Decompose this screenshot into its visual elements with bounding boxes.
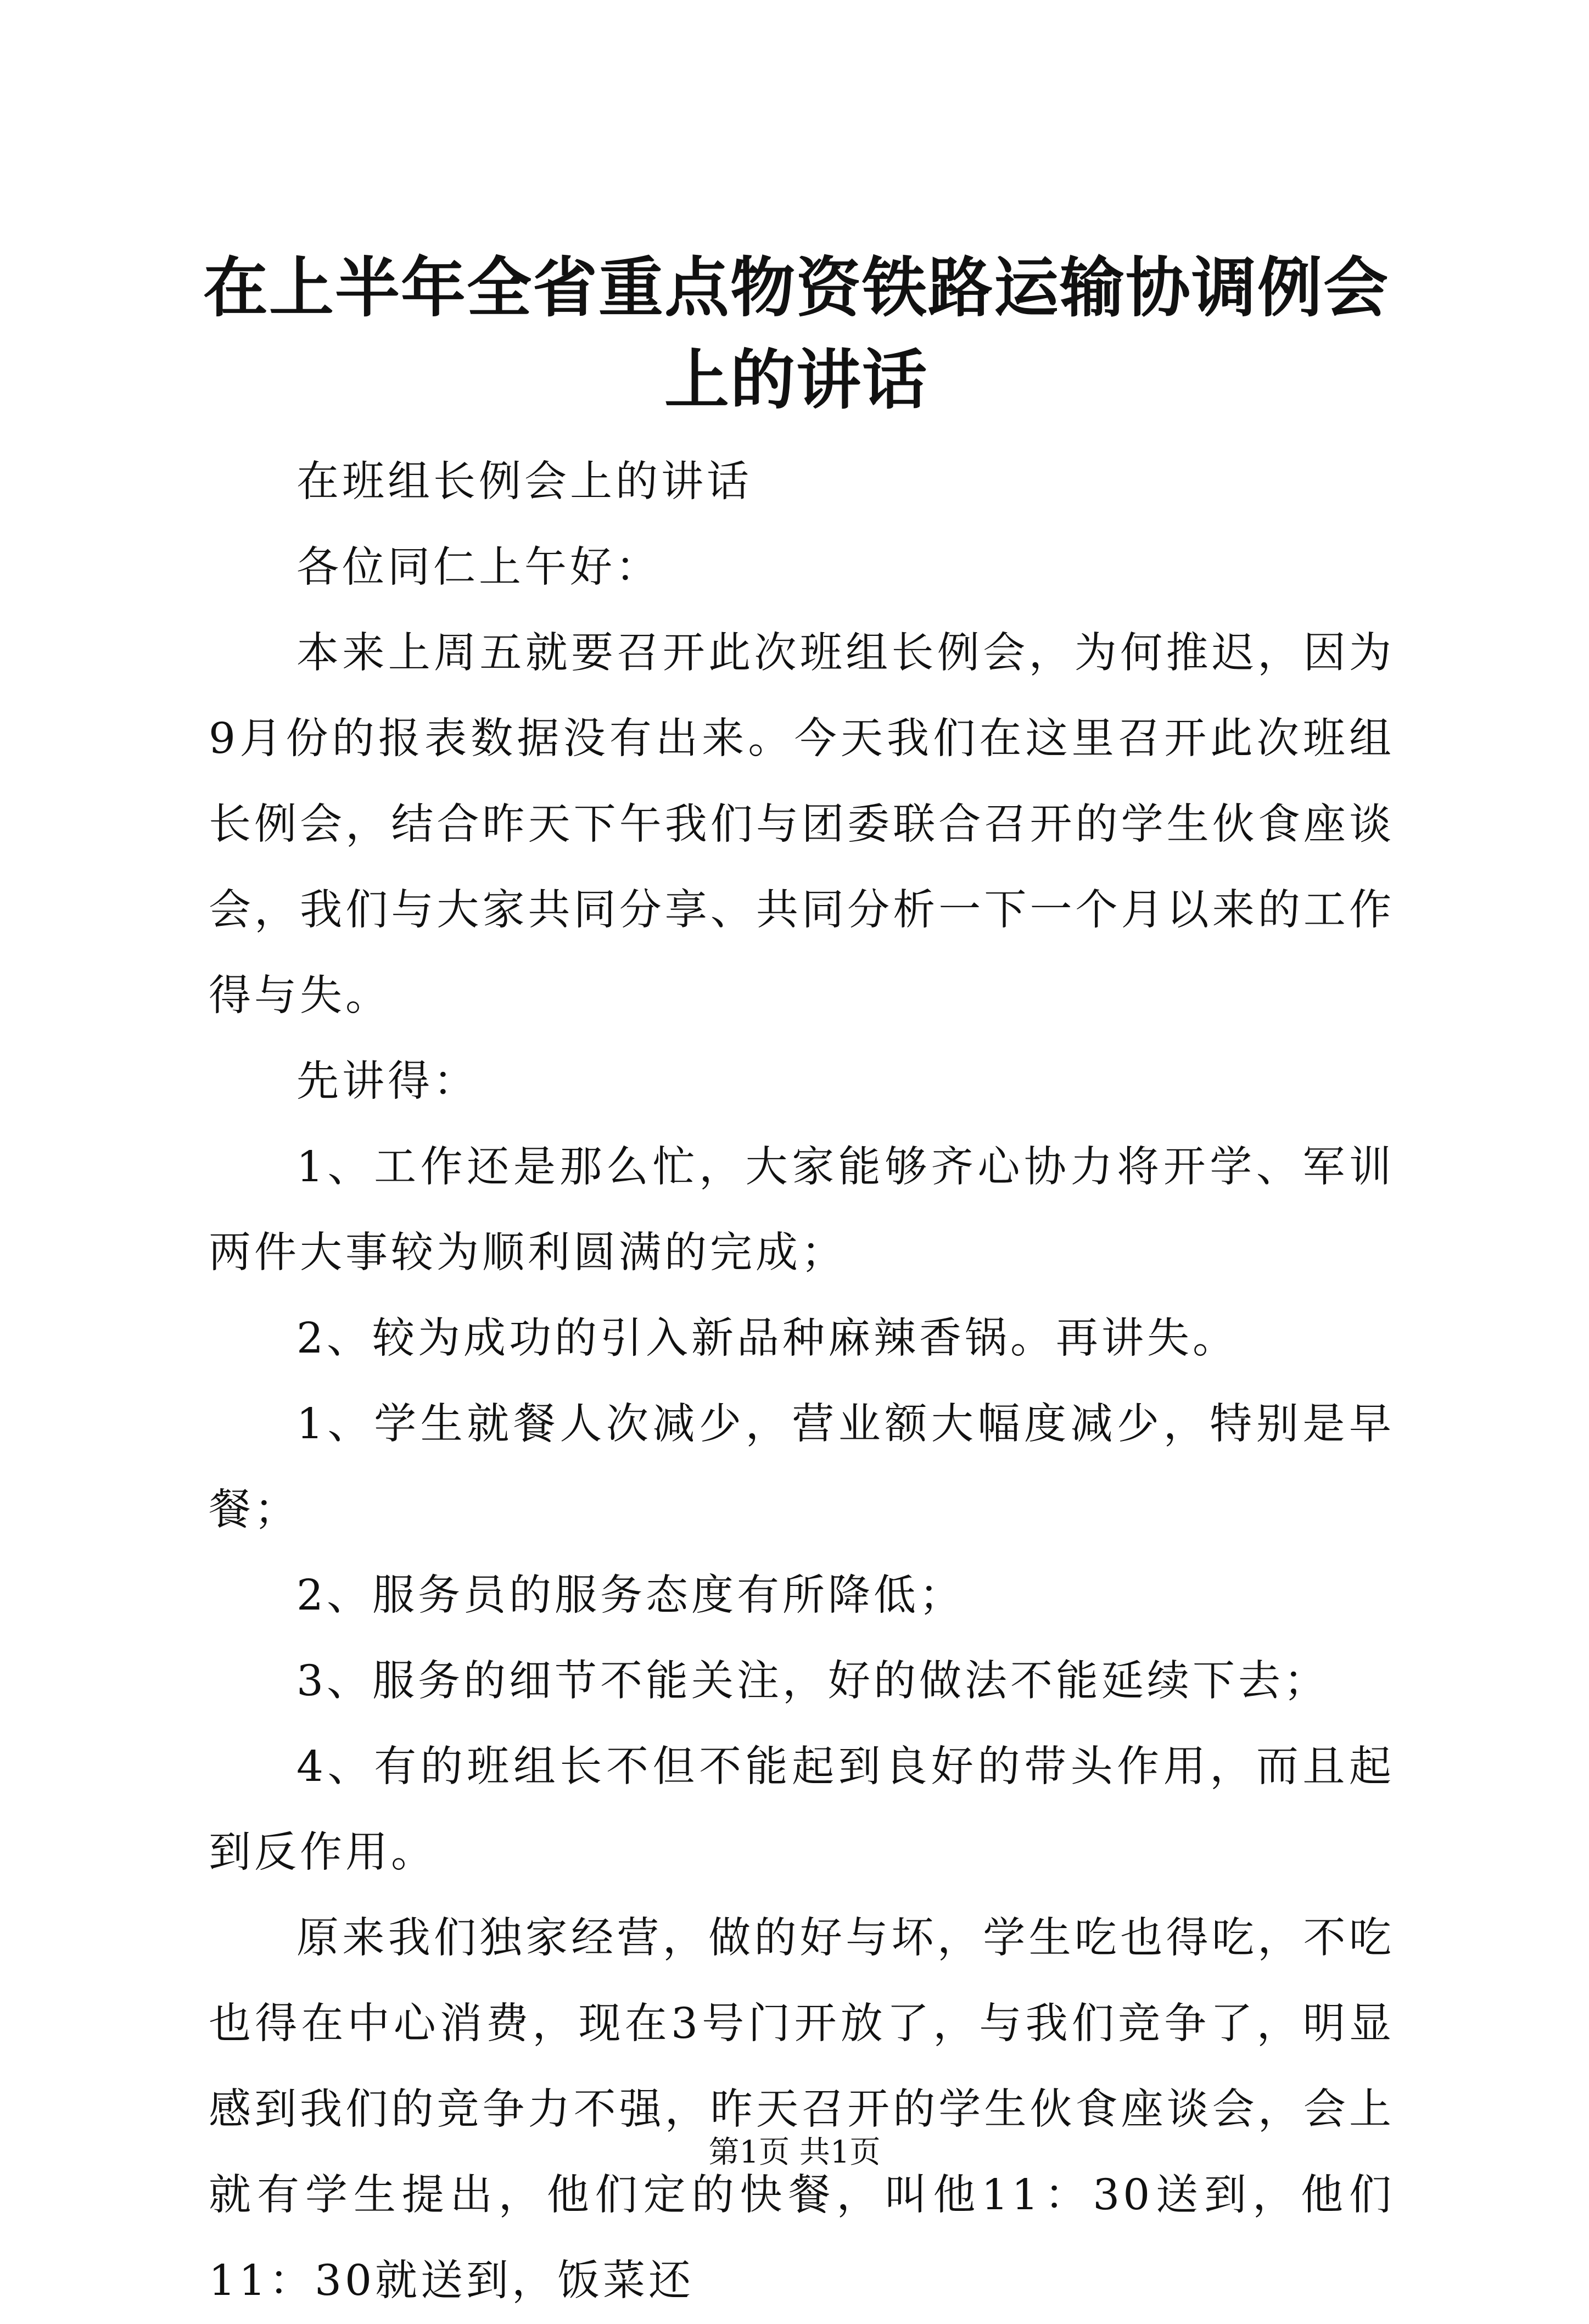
paragraph: 4、有的班组长不但不能起到良好的带头作用，而且起到反作用。 — [209, 1742, 1395, 1877]
paragraph: 原来我们独家经营，做的好与坏，学生吃也得吃，不吃也得在中心消费，现在3号门开放了，与我们竞争了，明显感到我们的竞争力不强，昨天召开的学生伙食座谈会，会上就有学生提出，他们定的快餐，叫他11：30送到，他们11：30就送到，饭菜还 — [209, 1914, 1395, 2305]
paragraph: 3、服务的细节不能关注，好的做法不能延续下去； — [296, 1657, 1329, 1706]
paragraph: 2、服务员的服务态度有所降低； — [296, 1571, 965, 1620]
document-body — [209, 439, 1395, 2324]
paragraph: 1、工作还是那么忙，大家能够齐心协力将开学、军训两件大事较为顺利圆满的完成； — [209, 1143, 1395, 1277]
paragraph: 各位同仁上午好： — [296, 543, 661, 592]
paragraph: 本来上周五就要召开此次班组长例会，为何推迟，因为9月份的报表数据没有出来。今天我们在这里召开此次班组长例会，结合昨天下午我们与团委联合召开的学生伙食座谈会，我们与大家共同分享、共同分析一下一个月以来的工作得与失。 — [209, 629, 1395, 1020]
paragraph: 1、学生就餐人次减少，营业额大幅度减少，特别是早餐； — [209, 1400, 1395, 1534]
paragraph: 先讲得： — [296, 1057, 479, 1106]
paragraph: 在班组长例会上的讲话 — [296, 457, 752, 506]
document-title: 在上半年全省重点物资铁路运输协调例会上的讲话 — [203, 249, 1389, 418]
paragraph: 2、较为成功的引入新品种麻辣香锅。再讲失。 — [296, 1314, 1238, 1363]
page-footer: 第1页 共1页 — [708, 2135, 881, 2170]
